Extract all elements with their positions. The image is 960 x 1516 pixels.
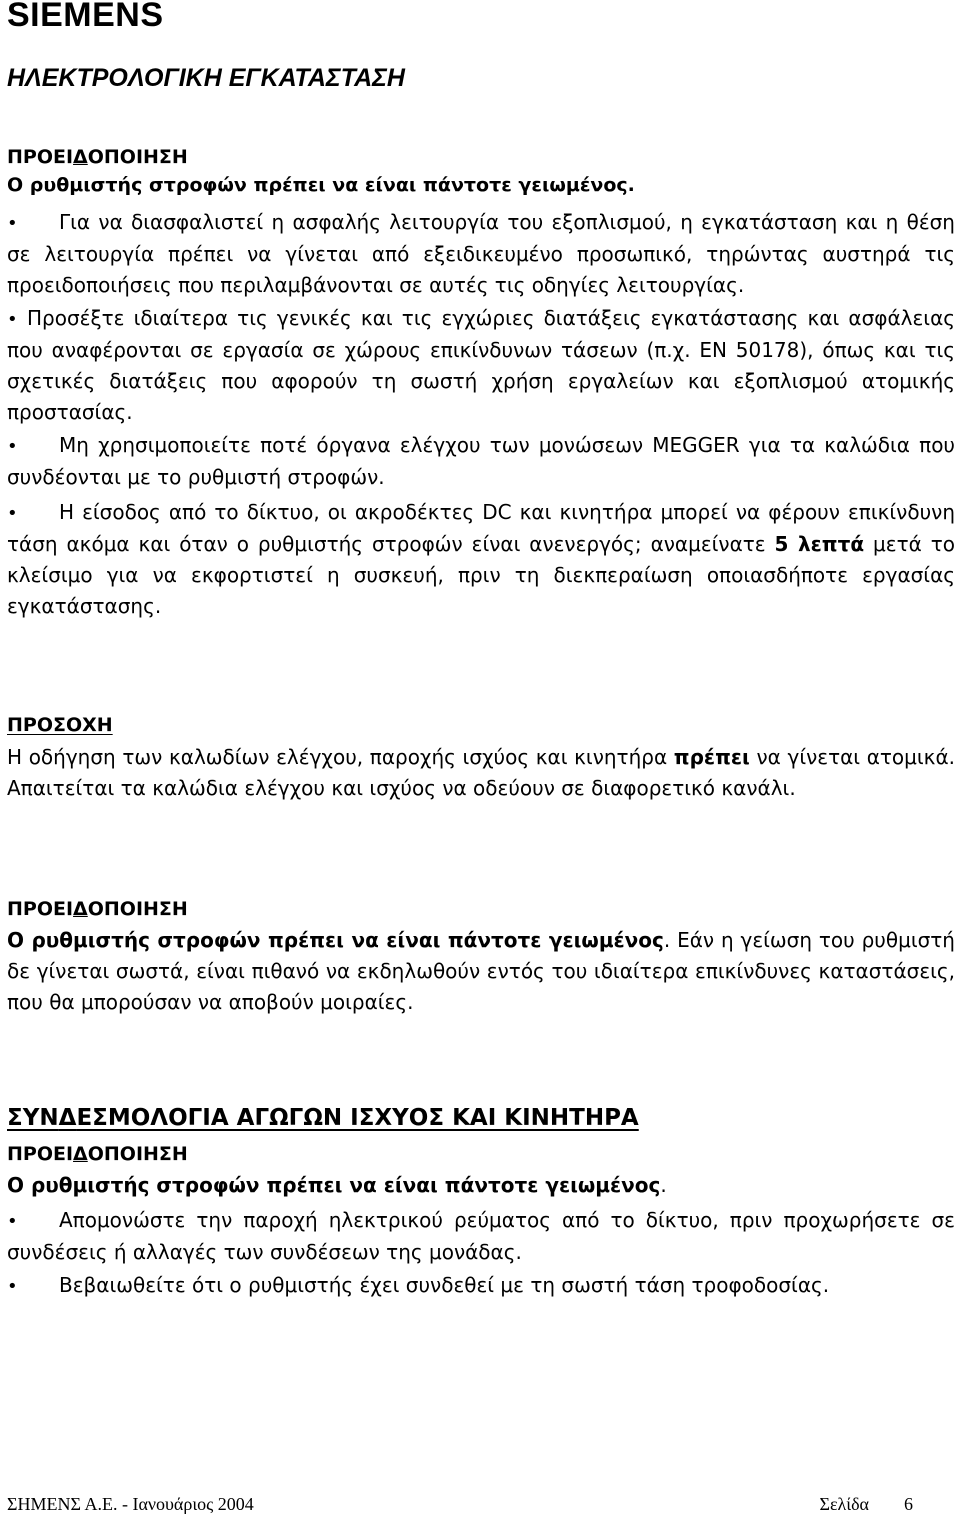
list-item: • Η είσοδος από το δίκτυο, οι ακροδέκτες DC και κινητήρα μπορεί να φέρουν επικίνδυνη τάση ακόμα και όταν ο ρυθμιστής στροφών είναι ανενεργός; αναμείνατε 5 λεπτά μετά το κλείσιμο για να εκφορτιστεί η συσκευή, πριν τη διεκπεραίωση οποιασδήποτε εργασίας εγκατάστασης. — [7, 500, 955, 618]
warning-text: Ο ρυθμιστής στροφών πρέπει να είναι πάντοτε γειωμένος. Εάν η γείωση του ρυθμιστή δε γίνεται σωστά, είναι πιθανό να εκδηλωθούν εντός του ιδιαίτερα επικίνδυνες καταστάσεις, που θα μπορούσαν να αποβούν μοιραίες. — [7, 928, 955, 1014]
caution-text: Η οδήγηση των καλωδίων ελέγχου, παροχής ισχύος και κινητήρα πρέπει να γίνεται ατομικά. Απαιτείται τα καλώδια ελέγχου και ισχύος να οδεύουν σε διαφορετικό κανάλι. — [7, 745, 955, 800]
document-page — [7, 0, 955, 1514]
bullet-icon: • — [7, 1211, 18, 1232]
bullet-icon: • — [7, 503, 18, 524]
brand-logo-text: SIEMENS — [7, 0, 164, 34]
warning-label: ΠΡΟΕΙΔΟΠΟΙΗΣΗ — [7, 1143, 188, 1165]
list-item: • Απομονώστε την παροχή ηλεκτρικού ρεύματος από το δίκτυο, πριν προχωρήσετε σε συνδέσεις ή αλλαγές των συνδέσεων της μονάδας. — [7, 1208, 955, 1264]
list-item: • Μη χρησιμοποιείτε ποτέ όργανα ελέγχου των μονώσεων MEGGER για τα καλώδια που συνδέονται με το ρυθμιστή στροφών. — [7, 433, 955, 489]
footer-company-date: ΣΗΜΕΝΣ Α.Ε. - Ιανουάριος 2004 — [7, 1494, 254, 1514]
warning-label: ΠΡΟΕΙΔΟΠΟΙΗΣΗ — [7, 146, 188, 168]
bullet-icon: • — [7, 1276, 18, 1297]
bullet-icon: • — [7, 309, 18, 330]
warning-subtitle: Ο ρυθμιστής στροφών πρέπει να είναι πάντοτε γειωμένος. — [7, 1173, 667, 1197]
section-heading: ΣΥΝΔΕΣΜΟΛΟΓΙΑ ΑΓΩΓΩΝ ΙΣΧΥΟΣ ΚΑΙ ΚΙΝΗΤΗΡΑ — [7, 1105, 639, 1131]
page-title: ΗΛΕΚΤΡΟΛΟΓΙΚΗ ΕΓΚΑΤΑΣΤΑΣΗ — [7, 64, 405, 92]
bullet-icon: • — [7, 213, 18, 234]
footer-page-number: 6 — [904, 1494, 913, 1514]
warning-subtitle: Ο ρυθμιστής στροφών πρέπει να είναι πάντοτε γειωμένος. — [7, 174, 635, 196]
section-bullets — [7, 1205, 955, 1302]
list-item: • Για να διασφαλιστεί η ασφαλής λειτουργία του εξοπλισμού, η εγκατάσταση και η θέση σε λειτουργία πρέπει να γίνεται από εξειδικευμένο προσωπικό, τηρώντας αυστηρά τις προειδοποιήσεις που περιλαμβάνονται σε αυτές τις οδηγίες λειτουργίας. — [7, 210, 955, 297]
footer-page-label: Σελίδα — [819, 1494, 869, 1514]
warning-bullets — [7, 207, 955, 622]
caution-label: ΠΡΟΣΟΧΗ — [7, 714, 113, 736]
list-item: • Βεβαιωθείτε ότι ο ρυθμιστής έχει συνδεθεί με τη σωστή τάση τροφοδοσίας. — [7, 1270, 955, 1302]
warning-label: ΠΡΟΕΙΔΟΠΟΙΗΣΗ — [7, 898, 188, 920]
list-item: • Προσέξτε ιδιαίτερα τις γενικές και τις εγχώριες διατάξεις εγκατάστασης και ασφάλειας που αναφέρονται σε εργασία σε χώρους επικίνδυνων τάσεων (π.χ. EN 50178), όπως και τις σχετικές διατάξεις που αφορούν τη σωστή χρήση εργαλείων και εξοπλισμού ατομικής προστασίας. — [7, 306, 955, 424]
page-footer — [7, 1494, 955, 1516]
bullet-icon: • — [7, 436, 18, 457]
